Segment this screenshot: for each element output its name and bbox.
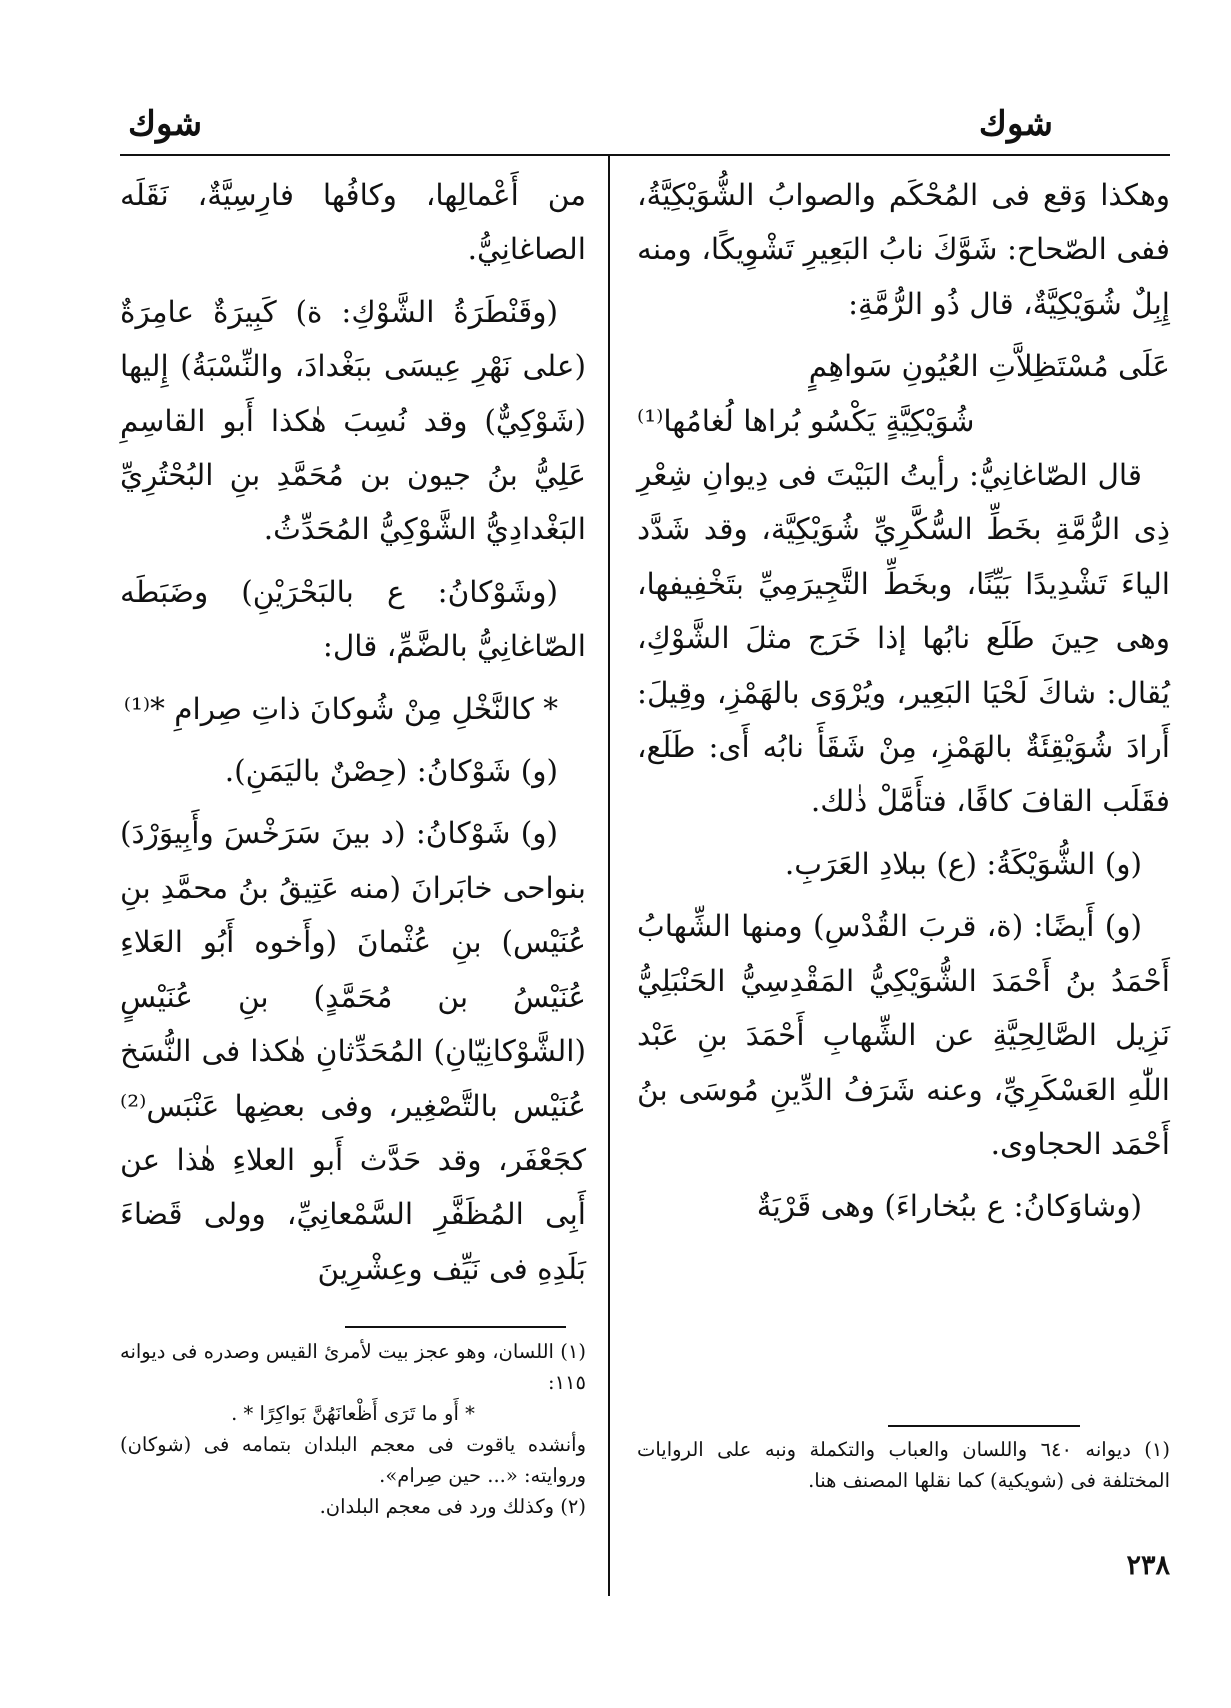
verse-line: عَلَى مُسْتَظِلاَّتِ العُيُونِ سَواهِمٍ bbox=[808, 349, 1170, 384]
left-column bbox=[120, 168, 586, 1304]
paragraph: من أَعْمالِها، وكافُها فارِسِيَّةٌ، نَقَلَه الصاغانِيُّ. bbox=[120, 178, 586, 267]
paragraph: (و) شَوْكانُ: (حِصْنٌ باليَمَنِ). bbox=[224, 754, 558, 789]
footnote: (١) ديوانه ٦٤٠ واللسان والعباب والتكملة ونبه على الروايات المختلفة فى (شويكية) كما نقلها المصنف هنا. bbox=[637, 1438, 1170, 1492]
footnote: (١) اللسان، وهو عجز بيت لأمرئ القيس وصدره فى ديوانه ١١٥: bbox=[120, 1340, 586, 1394]
paragraph: قال الصّاغانِيُّ: رأيتُ البَيْتَ فى دِيوانِ شِعْرِ ذِى الرُّمَّةِ بخَطِّ السُّكَّرِيِّ شُوَيْكِيَّة، وقد شَدَّد الياءَ تَشْدِيدًا بَيِّنًا، وبخَطِّ التَّجِيرَمِيِّ بتَخْفِيفها، وهى حِينَ طَلَع نابُها إذا خَرَج مثلَ الشَّوْكِ، يُقال: شاكَ لَحْيَا البَعِير، ويُرْوَى بالهَمْزِ، وقِيلَ: أَرادَ شُوَيْقِئَةٌ بالهَمْزِ، مِنْ شَقَأَ نابُه أَى: طَلَع، فقَلَب القافَ كافًا، فتأَمَّلْ ذٰلك. bbox=[637, 458, 1170, 819]
running-header-right: شوك bbox=[978, 104, 1053, 144]
paragraph: (وشاوَكانُ: ع ببُخاراءَ) وهى قَرْيَةٌ bbox=[756, 1189, 1142, 1224]
right-column bbox=[637, 168, 1170, 1242]
paragraph: (و) الشُّوَيْكَةُ: (ع) ببلادِ العَرَبِ. bbox=[784, 846, 1142, 881]
header-rule bbox=[120, 154, 1170, 156]
footnotes-left bbox=[120, 1336, 586, 1522]
footnote-rule bbox=[345, 1326, 566, 1328]
paragraph: (وشَوْكانُ: ع بالبَحْرَيْنِ) وضَبَطَه الصّاغانِيُّ بالضَّمِّ، قال: bbox=[120, 574, 586, 664]
footnote-rule bbox=[888, 1425, 1080, 1427]
verse-line: * كالنَّخْلِ مِنْ شُوكانَ ذاتِ صِرامِ *⁽¹⁾ bbox=[123, 691, 558, 726]
verse bbox=[637, 339, 1170, 448]
paragraph: (و) شَوْكانُ: (د بينَ سَرَخْسَ وأَبِيوَرْدَ) بنواحى خابَرانَ (منه عَتِيقُ بنُ محمَّدِ بنِ عُنَيْس) بنِ عُثْمانَ (وأَخوه أَبُو العَلاءِ عُنَيْسُ بن مُحَمَّدٍ) بنِ عُنَيْسٍ (الشَّوْكانِيّانِ) المُحَدِّثانِ هٰكذا فى النُّسَخ عُنَيْس بالتَّصْغِير، وفى بعضِها عَنْبَس⁽²⁾ كجَعْفَر، وقد حَدَّث أَبو العلاءِ هٰذا عن أَبِى المُظَفَّرِ السَّمْعانِيِّ، وولى قَضاءَ بَلَدِهِ فى نَيِّف وعِشْرِينَ bbox=[120, 816, 586, 1286]
footnote: وأنشده ياقوت فى معجم البلدان بتمامه فى (شوكان) وروايته: «... حين صِرام». bbox=[120, 1433, 586, 1487]
running-header-left: شوك bbox=[128, 104, 203, 144]
column-divider bbox=[608, 156, 610, 1596]
footnotes-right bbox=[637, 1434, 1170, 1496]
paragraph: (و) أَيضًا: (ة، قربَ القُدْسِ) ومنها الشِّهابُ أَحْمَدُ بنُ أَحْمَدَ الشُّوَيْكِيُّ المَقْدِسِيُّ الحَنْبَلِيُّ نَزِيل الصَّالِحِيَّةِ عن الشِّهابِ أَحْمَدَ بنِ عَبْد اللّٰهِ العَسْكَرِيِّ، وعنه شَرَفُ الدِّينِ مُوسَى بنُ أَحْمَد الحجاوى. bbox=[637, 909, 1170, 1161]
paragraph: (وقَنْطَرَةُ الشَّوْكِ: ة) كَبِيرَةٌ عامِرَةٌ (على نَهْرِ عِيسَى ببَغْدادَ، والنِّسْبَةُ) إِليها (شَوْكِيٌّ) وقد نُسِبَ هٰكذا أَبو القاسِمِ عَلِيُّ بنُ جيون بن مُحَمَّدِ بنِ البُحْتُرِيِّ البَغْدادِيُّ الشَّوْكِيُّ المُحَدِّثُ. bbox=[120, 294, 586, 547]
paragraph: وهكذا وَقع فى المُحْكَم والصوابُ الشُّوَيْكِيَّةُ، ففى الصّحاح: شَوَّكَ نابُ البَعِيرِ تَشْوِيكًا، ومنه إِبِلٌ شُوَيْكِيَّةٌ، قال ذُو الرُّمَّةِ: bbox=[637, 178, 1170, 321]
verse-line: شُوَيْكِيَّةٍ يَكْسُو بُراها لُغامُها⁽¹⁾ bbox=[637, 403, 975, 438]
page-number: ٢٣٨ bbox=[1126, 1550, 1170, 1581]
footnote: (٢) وكذلك ورد فى معجم البلدان. bbox=[319, 1495, 586, 1518]
footnote-poem: * أَو ما تَرَى أَظْعانَهُنَّ بَواكِرًا * . bbox=[231, 1402, 475, 1425]
